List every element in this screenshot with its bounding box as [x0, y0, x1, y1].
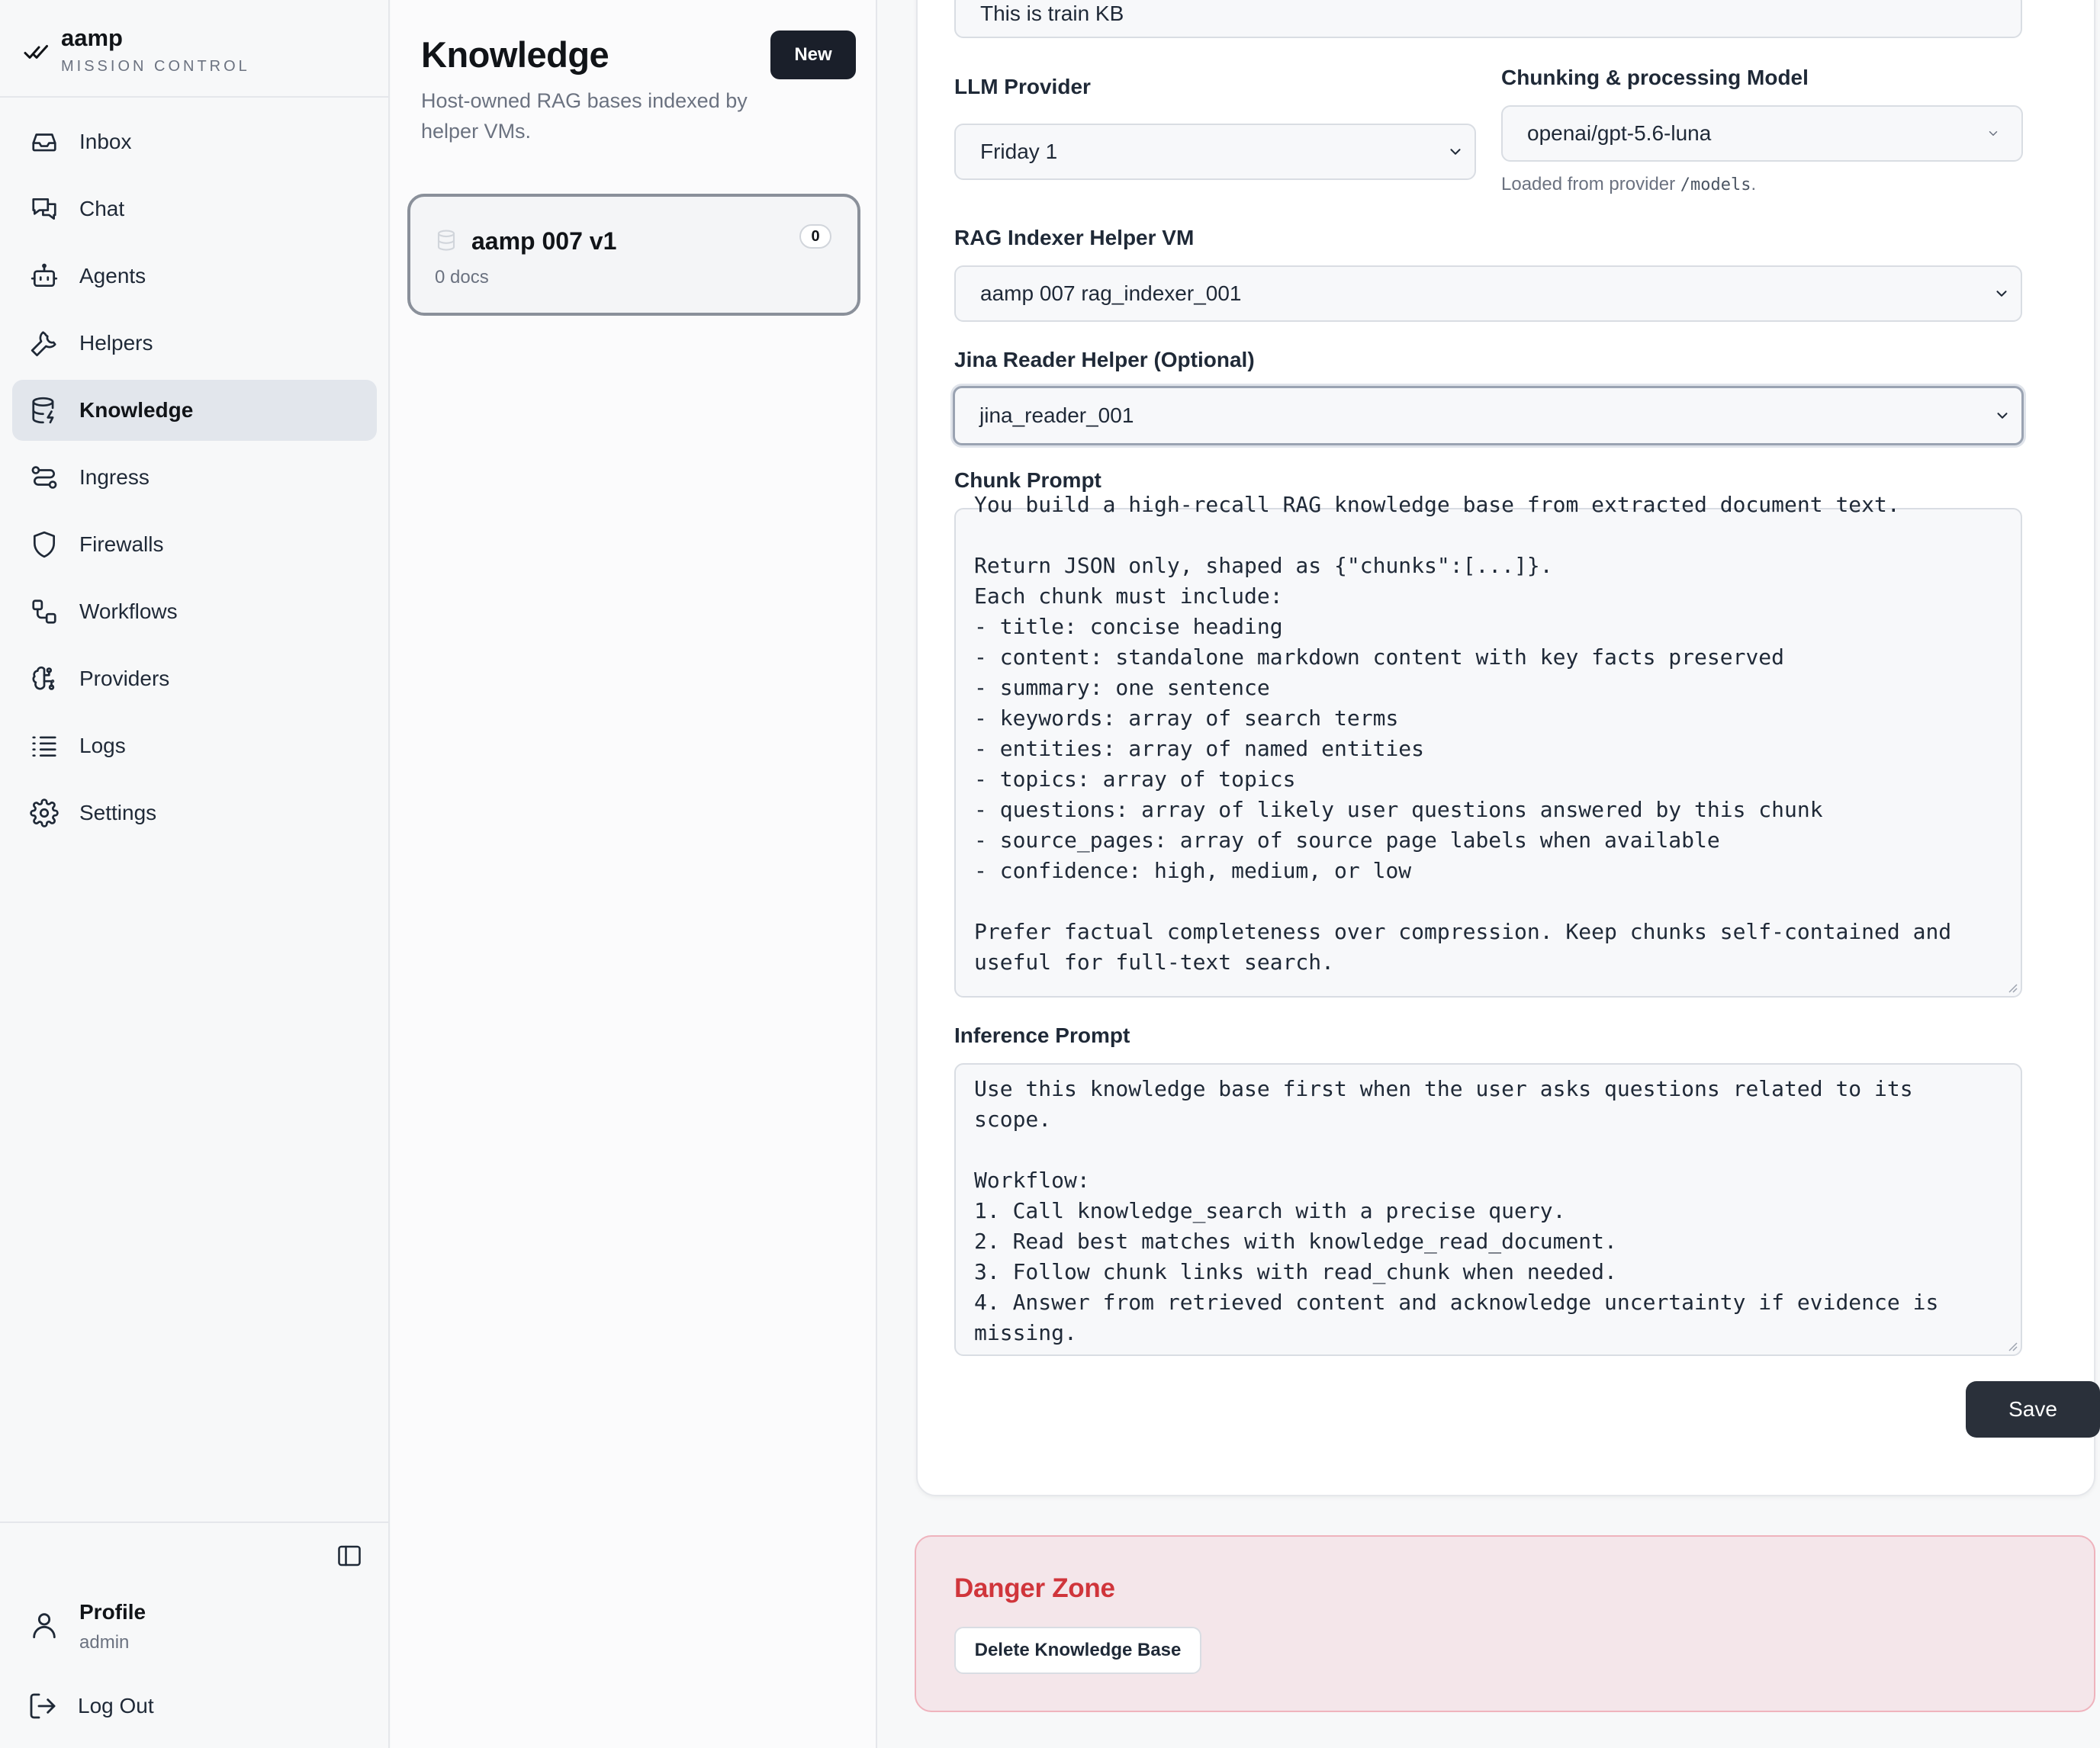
- llm-provider-label: LLM Provider: [954, 75, 1091, 98]
- sidebar-item-label: Firewalls: [79, 532, 164, 556]
- shield-icon: [29, 529, 59, 560]
- inference-prompt-textarea[interactable]: [954, 1063, 2022, 1356]
- chunk-prompt-textarea[interactable]: [954, 492, 2022, 998]
- profile-name: Profile: [79, 1600, 146, 1624]
- sidebar-item-label: Helpers: [79, 331, 153, 355]
- rag-indexer-select[interactable]: [954, 265, 2022, 322]
- jina-reader-select[interactable]: [953, 386, 2024, 445]
- sidebar-item-label: Knowledge: [79, 398, 194, 422]
- sidebar-item-label: Ingress: [79, 465, 150, 489]
- knowledge-base-name: aamp 007 v1: [471, 227, 617, 255]
- sidebar-item-settings[interactable]: [12, 782, 377, 843]
- chunking-model-hint: Loaded from provider /models.: [1501, 174, 1757, 194]
- rag-indexer-label: RAG Indexer Helper VM: [954, 226, 1195, 249]
- database-icon: [435, 229, 458, 252]
- sidebar-item-label: Logs: [79, 734, 126, 757]
- new-knowledge-button[interactable]: New: [770, 31, 856, 79]
- brand-name: aamp: [61, 24, 123, 51]
- inference-prompt-text: Use this knowledge base first when the user asks questions related to its scope. Workflow: 1. Call knowledge_search with a precise query. 2. Read best matches with knowledge_read_document. 3. Follow chunk links with read_chunk when needed. 4. Answer from retrieved content and acknowledge uncertainty if evidence is missing.: [974, 1076, 1939, 1345]
- resize-grip-icon[interactable]: [2005, 1339, 2018, 1351]
- danger-zone: [915, 1535, 2095, 1712]
- main-content: [878, 0, 2096, 1748]
- chunk-prompt-label: Chunk Prompt: [954, 468, 1101, 492]
- sidebar: [0, 0, 390, 1748]
- sidebar-item-chat[interactable]: [12, 178, 377, 239]
- chunk-prompt-text: You build a high-recall RAG knowledge base from extracted document text. Return JSON only, shaped as {"chunks":[...]}. Each chunk must include: - title: concise heading - content: standalone markdown content with key facts preserved - summary: one sentence - keywords: array of search terms - entities: array of named entities - topics: array of topics - questions: array of likely user questions answered by this chunk - source_pages: array of source page labels when available - confidence: high, medium, or low Prefer factual completeness over compression. Keep chunks self-contained and useful for full-text search.: [974, 492, 1952, 975]
- sidebar-item-helpers[interactable]: [12, 313, 377, 374]
- user-icon: [29, 1609, 59, 1640]
- jina-reader-label: Jina Reader Helper (Optional): [954, 348, 1255, 371]
- wrench-icon: [29, 328, 59, 358]
- divider: [0, 1521, 390, 1523]
- database-icon: [29, 395, 59, 426]
- sidebar-item-firewalls[interactable]: [12, 514, 377, 575]
- description-input[interactable]: This is train KB: [954, 0, 2022, 38]
- sidebar-item-knowledge[interactable]: [12, 380, 377, 441]
- jina-reader-value: jina_reader_001: [979, 403, 1134, 427]
- sidebar-toggle-icon[interactable]: [336, 1542, 363, 1570]
- knowledge-settings-card: [916, 0, 2095, 1496]
- brain-icon: [29, 664, 59, 694]
- chevron-down-icon: [1447, 143, 1464, 160]
- sidebar-item-workflows[interactable]: [12, 581, 377, 642]
- llm-provider-select[interactable]: [954, 124, 1476, 180]
- double-check-icon: [23, 38, 50, 66]
- sidebar-item-agents[interactable]: [12, 246, 377, 307]
- logout-button[interactable]: [27, 1687, 363, 1725]
- delete-knowledge-base-button[interactable]: Delete Knowledge Base: [954, 1627, 1201, 1674]
- profile-link[interactable]: [27, 1594, 363, 1663]
- chevron-down-icon: [1994, 407, 2011, 424]
- chevron-down-icon: [1986, 127, 2000, 140]
- sidebar-item-providers[interactable]: [12, 648, 377, 709]
- chunking-model-select[interactable]: [1501, 105, 2023, 162]
- sidebar-item-label: Agents: [79, 264, 146, 288]
- robot-icon: [29, 261, 59, 291]
- chevron-down-icon: [1993, 285, 2010, 302]
- page-title: Knowledge: [421, 34, 609, 75]
- sidebar-item-label: Chat: [79, 197, 125, 220]
- page-description: Host-owned RAG bases indexed by helper VMs.: [421, 89, 748, 143]
- knowledge-list-pane: [391, 0, 877, 1748]
- danger-zone-title: Danger Zone: [954, 1573, 1115, 1603]
- rag-indexer-value: aamp 007 rag_indexer_001: [980, 281, 1242, 305]
- resize-grip-icon[interactable]: [2005, 981, 2018, 993]
- profile-role: admin: [79, 1632, 130, 1653]
- brand-subtitle: MISSION CONTROL: [61, 58, 250, 75]
- main-nav: [12, 111, 377, 850]
- gear-icon: [29, 798, 59, 828]
- workflow-icon: [29, 596, 59, 627]
- divider: [0, 96, 390, 98]
- count-badge: 0: [799, 224, 831, 249]
- sidebar-item-label: Settings: [79, 801, 157, 824]
- chunking-model-value: openai/gpt-5.6-luna: [1527, 121, 1712, 145]
- brand[interactable]: [23, 23, 374, 76]
- inbox-icon: [29, 127, 59, 157]
- llm-provider-value: Friday 1: [980, 140, 1058, 163]
- save-button[interactable]: Save: [1966, 1381, 2100, 1438]
- logout-icon: [27, 1691, 58, 1721]
- route-icon: [29, 462, 59, 493]
- sidebar-item-label: Workflows: [79, 599, 178, 623]
- sidebar-item-label: Providers: [79, 667, 170, 690]
- list-icon: [29, 731, 59, 761]
- chunking-model-label: Chunking & processing Model: [1501, 66, 1809, 89]
- chat-icon: [29, 194, 59, 224]
- inference-prompt-label: Inference Prompt: [954, 1023, 1130, 1047]
- knowledge-base-card[interactable]: [407, 194, 860, 316]
- logout-label: Log Out: [78, 1694, 154, 1717]
- sidebar-item-inbox[interactable]: [12, 111, 377, 172]
- sidebar-item-ingress[interactable]: [12, 447, 377, 508]
- knowledge-base-doc-count: 0 docs: [435, 267, 489, 288]
- sidebar-item-logs[interactable]: [12, 715, 377, 776]
- sidebar-item-label: Inbox: [79, 130, 132, 153]
